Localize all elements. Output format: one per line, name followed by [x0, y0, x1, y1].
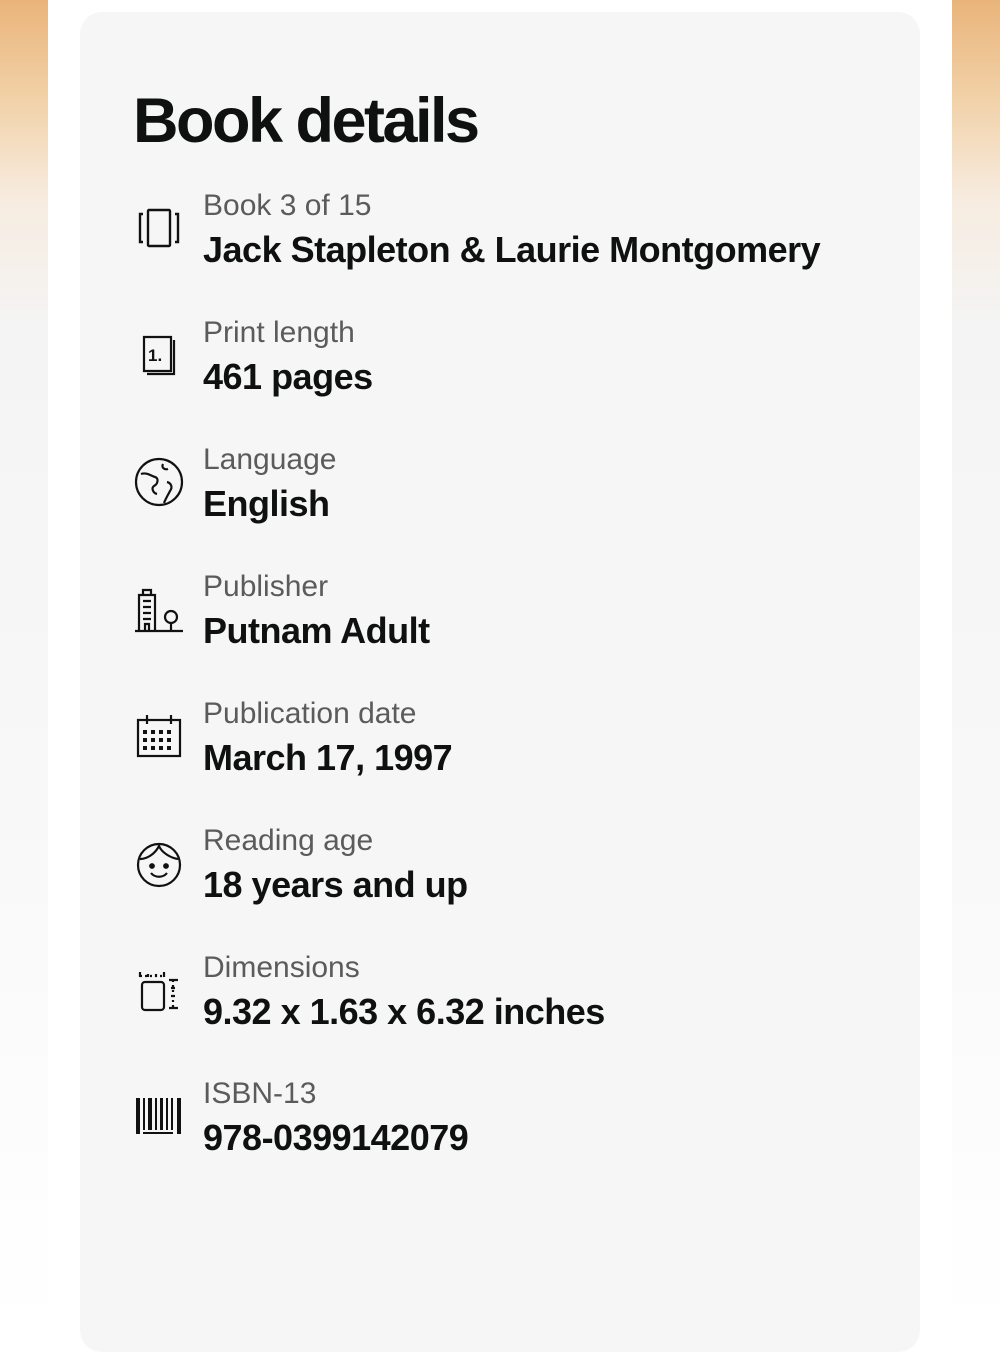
detail-row-print-length — [133, 315, 893, 405]
detail-value: Jack Stapleton & Laurie Montgomery — [203, 229, 821, 270]
detail-label: Language — [203, 443, 337, 476]
print-length-icon — [133, 329, 185, 381]
child-face-icon — [133, 837, 185, 889]
detail-label: Reading age — [203, 824, 374, 857]
card-title: Book details — [133, 86, 478, 156]
book-series-icon — [133, 202, 185, 254]
detail-label: Print length — [203, 316, 355, 349]
dimensions-icon — [133, 964, 185, 1016]
detail-row-language — [133, 442, 893, 532]
detail-value: 18 years and up — [203, 864, 468, 905]
detail-label: Publisher — [203, 570, 329, 603]
detail-row-series — [133, 188, 893, 278]
detail-row-reading-age — [133, 823, 893, 913]
svg-text:1.: 1. — [148, 346, 163, 365]
detail-row-dimensions — [133, 950, 893, 1040]
detail-value: English — [203, 483, 330, 524]
detail-value: March 17, 1997 — [203, 737, 453, 778]
detail-value: 978-0399142079 — [203, 1117, 469, 1158]
detail-value: Putnam Adult — [203, 610, 430, 651]
detail-row-publication-date — [133, 696, 893, 786]
calendar-icon — [133, 710, 185, 762]
book-details-card — [80, 12, 920, 1352]
detail-label: Book 3 of 15 — [203, 189, 372, 222]
publisher-building-icon — [133, 583, 185, 635]
detail-label: ISBN-13 — [203, 1077, 317, 1110]
detail-row-publisher — [133, 569, 893, 659]
globe-icon — [133, 456, 185, 508]
detail-row-isbn — [133, 1076, 893, 1166]
detail-label: Publication date — [203, 697, 417, 730]
background-left-edge — [0, 0, 48, 1329]
detail-value: 9.32 x 1.63 x 6.32 inches — [203, 991, 605, 1032]
detail-label: Dimensions — [203, 951, 360, 984]
detail-value: 461 pages — [203, 356, 373, 397]
barcode-icon — [133, 1090, 185, 1142]
background-right-edge — [952, 0, 1000, 1329]
